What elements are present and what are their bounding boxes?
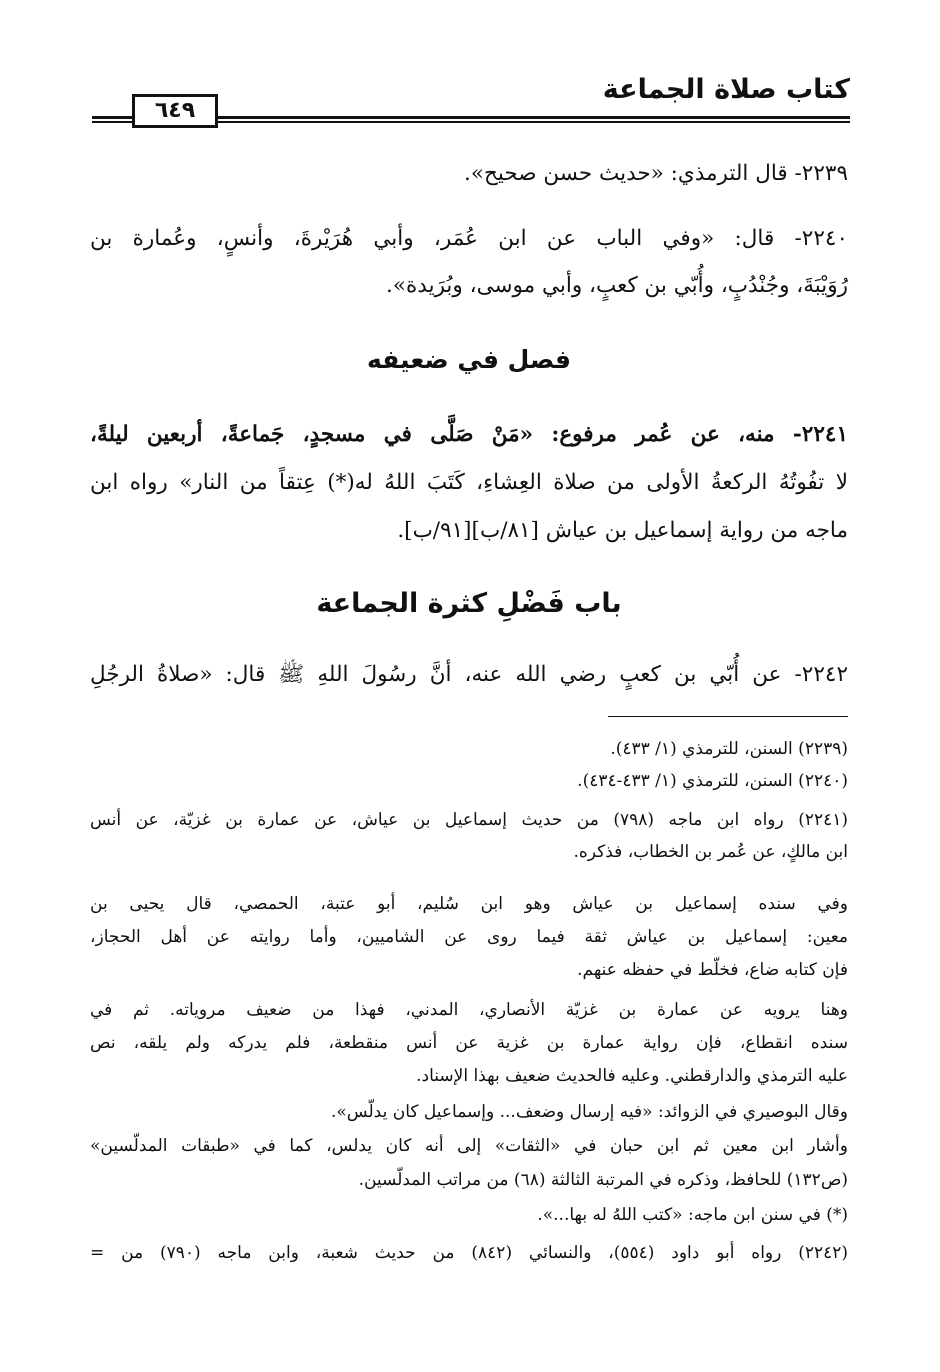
entry-2241-line-2: لا تفُوتُهُ الركعةُ الأولى من صلاة العِشاءِ، كَتَبَ اللهُ له(*) عِتقاً من النار» رواه ابن (90, 470, 848, 495)
footnote-2241-line-4: معين: إسماعيل بن عياش ثقة فيما روى عن الشاميين، وأما روايته عن أهل الحجاز، (90, 927, 849, 947)
footnote-2240: (٢٢٤٠) السنن، للترمذي (١/ ٤٣٣-٤٣٤). (577, 771, 848, 791)
footnote-2241-line-6: وهنا يرويه عن عمارة بن غزيّة الأنصاري، المدني، فهذا من ضعيف مروياته. ثم في (90, 1000, 848, 1020)
footnote-2241-line-11: (ص١٣٢) للحافظ، وذكره في المرتبة الثالثة (٦٨) من مراتب المدلّسين. (358, 1170, 848, 1190)
entry-2242: ٢٢٤٢- عن أُبّي بن كعبٍ رضي الله عنه، أنَّ رسُولَ اللهِ ﷺ قال: «صلاةُ الرجُلِ (90, 662, 848, 687)
section-heading: فصل في ضعيفه (366, 345, 572, 374)
entry-2241-line-1: ٢٢٤١- منه، عن عُمر مرفوع: «مَنْ صَلَّى في مسجدٍ، جَماعةً، أربعين ليلةً، (90, 422, 848, 447)
entry-2239: ٢٢٣٩- قال الترمذي: «حديث حسن صحيح». (464, 161, 848, 186)
footnote-2241-line-7: سنده انقطاع، فإن رواية عمارة بن غزية عن أنس منقطعة، فلم يدركه ولم يلقه، نص (90, 1033, 848, 1053)
chapter-heading: باب فَضْلِ كثرة الجماعة (316, 588, 622, 619)
footnote-2241-line-2: ابن مالكٍ، عن عُمر بن الخطاب، فذكره. (573, 842, 848, 862)
running-header (92, 72, 850, 128)
footnote-2241-line-3: وفي سنده إسماعيل بن عياش وهو ابن سُليم، أبو عتبة، الحمصي، قال يحيى بن (90, 894, 848, 914)
footnote-2241-line-5: فإن كتابه ضاع، فخلّط في حفظه عنهم. (577, 960, 848, 980)
footnote-2241-line-10: وأشار ابن معين ثم ابن حبان في «الثقات» إلى أنه كان يدلس، كما في «طبقات المدلّسين» (90, 1136, 848, 1156)
book-title: كتاب صلاة الجماعة (602, 74, 850, 105)
footnote-2241-line-1: (٢٢٤١) رواه ابن ماجه (٧٩٨) من حديث إسماعيل بن عياش، عن عمارة بن غزيّة، عن أنس (90, 810, 848, 830)
footnote-separator (608, 716, 848, 717)
footnote-2239: (٢٢٣٩) السنن، للترمذي (١/ ٤٣٣). (610, 739, 848, 759)
entry-2240-line-1: ٢٢٤٠- قال: «وفي الباب عن ابن عُمَر، وأبي هُرَيْرةَ، وأنسٍ، وعُمارة بن (90, 226, 848, 251)
footnote-2241-line-9: وقال البوصيري في الزوائد: «فيه إرسال وضعف... وإسماعيل كان يدلّس». (331, 1102, 848, 1122)
entry-2241-line-3: ماجه من رواية إسماعيل بن عياش [٨١/ب][٩١/ب]. (397, 518, 848, 543)
page-number: ٦٤٩ (132, 94, 218, 128)
footnote-asterisk: (*) في سنن ابن ماجه: «كتب اللهُ له بها...». (537, 1205, 848, 1225)
footnote-2242: (٢٢٤٢) رواه أبو داود (٥٥٤)، والنسائي (٨٤٢) من حديث شعبة، وابن ماجه (٧٩٠) من = (90, 1243, 849, 1263)
footnote-2241-line-8: عليه الترمذي والدارقطني. وعليه فالحديث ضعيف بهذا الإسناد. (416, 1066, 848, 1086)
entry-2240-line-2: رُوَيْبَةَ، وجُنْدُبٍ، وأُبّي بن كعبٍ، وأبي موسى، وبُرَيدة». (386, 273, 848, 298)
